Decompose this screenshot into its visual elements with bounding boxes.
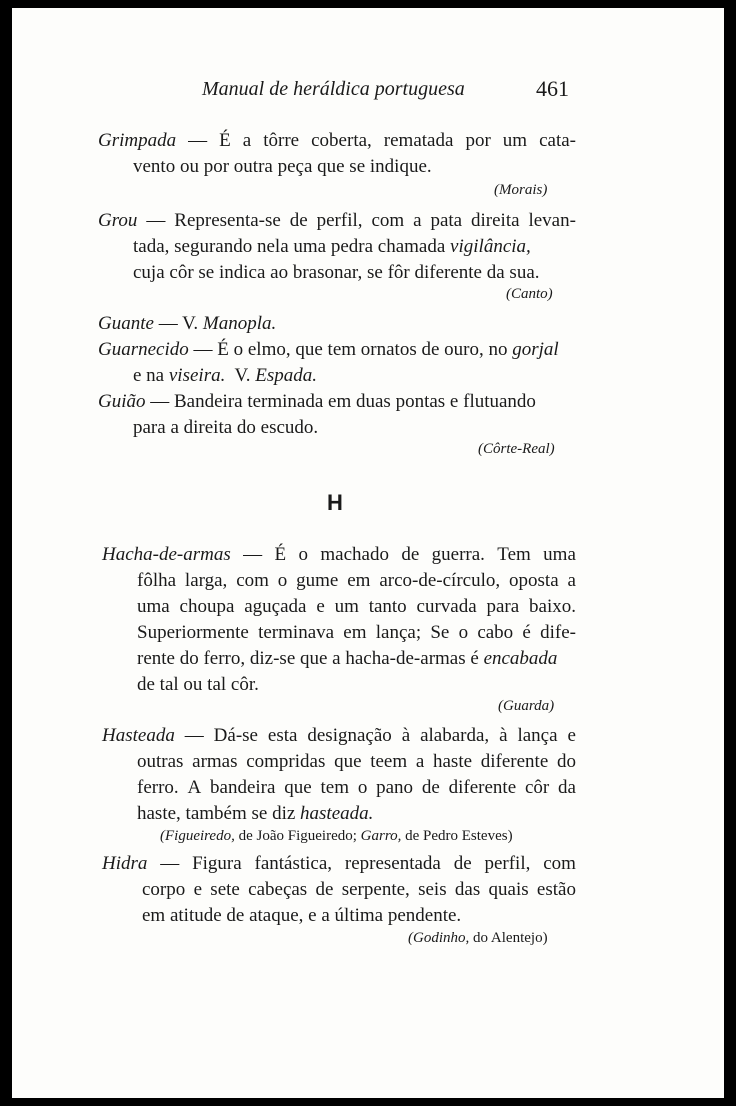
entry-guarnecido-line-2: e na viseira. V. Espada. [133, 365, 318, 386]
entry-hidra-line-1: Hidra — Figura fantástica, representada de perfil, com [102, 853, 576, 874]
entry-hacha-line-5: rente do ferro, diz-se que a hacha-de-armas é encabada [137, 648, 558, 669]
entry-term: Hasteada [102, 725, 175, 746]
entry-hasteada-line-1: Hasteada — Dá-se esta designação à alabarda, à lança e [102, 725, 576, 746]
entry-source: (Morais) [494, 182, 548, 198]
entry-source: (Canto) [506, 286, 553, 302]
entry-term: Hacha-de-armas [102, 544, 231, 565]
section-heading: H [327, 490, 343, 515]
entry-hacha-line-4: Superiormente terminava em lança; Se o cabo é dife- [137, 622, 576, 643]
entry-term: Grou [98, 210, 138, 231]
entry-source: (Figueiredo, de João Figueiredo; Garro, de Pedro Esteves) [160, 828, 513, 844]
entry-term: Guarnecido [98, 339, 189, 360]
entry-hasteada-line-3: ferro. A bandeira que tem o pano de diferente côr da [137, 777, 576, 798]
entry-term: Grimpada [98, 130, 177, 151]
entry-guiao-line-2: para a direita do escudo. [133, 417, 319, 438]
entry-hasteada-line-2: outras armas compridas que teem a haste diferente do [137, 751, 576, 772]
entry-hidra-line-3: em atitude de ataque, e a última pendente. [142, 905, 462, 926]
entry-source: (Côrte-Real) [478, 441, 555, 457]
entry-grou-line-1: Grou — Representa-se de perfil, com a pata direita levan- [98, 210, 576, 231]
entry-hacha-line-3: uma choupa aguçada e um tanto curvada para baixo. [137, 596, 576, 617]
entry-hacha-line-6: de tal ou tal côr. [137, 674, 259, 695]
page [12, 8, 724, 1098]
entry-grimpada-line-1: Grimpada — É a tôrre coberta, rematada por um cata- [98, 130, 576, 151]
entry-term: Hidra [102, 853, 148, 874]
entry-hacha-line-2: fôlha larga, com o gume em arco-de-círculo, oposta a [137, 570, 576, 591]
entry-grou-line-3: cuja côr se indica ao brasonar, se fôr diferente da sua. [133, 262, 540, 283]
entry-guiao-line-1: Guião — Bandeira terminada em duas pontas e flutuando [98, 391, 536, 412]
entry-guante: Guante — V. Manopla. [98, 313, 277, 334]
entry-hacha-line-1: Hacha-de-armas — É o machado de guerra. Tem uma [102, 544, 576, 565]
entry-grou-line-2: tada, segurando nela uma pedra chamada vigilância, [133, 236, 531, 257]
entry-term: Guante [98, 313, 154, 334]
entry-term: Guião [98, 391, 146, 412]
entry-source: (Guarda) [498, 698, 555, 714]
entry-grimpada-line-2: vento ou por outra peça que se indique. [133, 156, 432, 177]
entry-source: (Godinho, do Alentejo) [408, 930, 548, 946]
page-number: 461 [536, 76, 569, 101]
entry-hidra-line-2: corpo e sete cabeças de serpente, seis das quais estão [142, 879, 576, 900]
entry-guarnecido-line-1: Guarnecido — É o elmo, que tem ornatos de ouro, no gorjal [98, 339, 559, 360]
running-header: Manual de heráldica portuguesa [202, 78, 465, 100]
entry-hasteada-line-4: haste, também se diz hasteada. [137, 803, 374, 824]
